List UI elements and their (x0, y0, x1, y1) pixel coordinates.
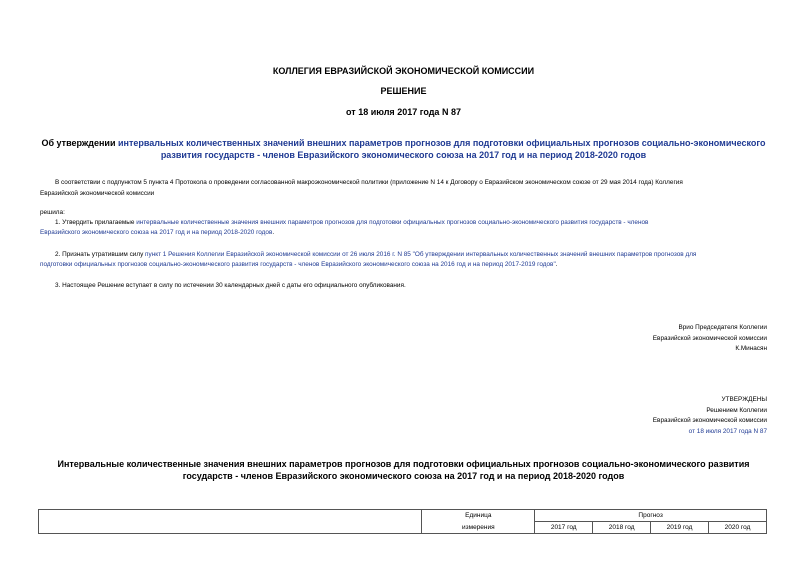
document-title (0, 137, 807, 161)
item-1-link-part-2[interactable]: Евразийского экономического союза на 2017 год и на период 2018-2020 годов (40, 229, 273, 236)
table-header-year: 2017 год (535, 522, 593, 534)
item-1-line-1 (55, 219, 767, 226)
title-prefix: Об утверждении (41, 138, 118, 148)
signature-line-1: Врио Председателя Коллегии (678, 324, 767, 331)
item-1-line-2 (40, 229, 274, 236)
approval-line-2: Решением Коллегии (706, 406, 767, 414)
item-1-link-part-1[interactable]: интервальные количественные значения внешних параметров прогнозов для подготовки официальных прогнозов социально-экономического развития государств - членов (136, 219, 649, 226)
table-header-unit-top: Единица (422, 510, 535, 522)
doc-date: от 18 июля 2017 года N 87 (346, 107, 461, 117)
annex-title (0, 458, 807, 482)
title-link-part-2[interactable]: развития государств - членов Евразийского экономического союза на 2017 год и на период 2018-2020 годов (160, 150, 647, 160)
item-2-link-part-2[interactable]: подготовки официальных прогнозов социально-экономического развития государств - членов Евразийского экономического союза на 2016 год и на период 2017-2019 годов" (40, 261, 556, 268)
item-2-line-1 (55, 251, 696, 258)
approval-line-1: УТВЕРЖДЕНЫ (721, 396, 767, 403)
preamble-line-1: В соответствии с подпунктом 5 пункта 4 Протокола о проведении согласованной макроэкономической политики (приложение N 14 к Договору о Евразийском экономическом союзе от 29 мая 2014 года) Коллегия (55, 179, 683, 186)
title-link-part-1[interactable]: интервальных количественных значений внешних параметров прогнозов для подготовки официальных прогнозов социально-экономического (117, 138, 766, 148)
org-name: КОЛЛЕГИЯ ЕВРАЗИЙСКОЙ ЭКОНОМИЧЕСКОЙ КОМИССИИ (272, 66, 535, 76)
item-2-line-2 (40, 261, 558, 268)
doc-type: РЕШЕНИЕ (380, 86, 427, 96)
signature-name: К.Минасян (735, 345, 767, 352)
table-header-year: 2019 год (651, 522, 709, 534)
preamble-line-2: Евразийской экономической комиссии (40, 190, 155, 197)
signature-line-2: Евразийской экономической комиссии (652, 334, 767, 342)
table-header-year: 2020 год (709, 522, 767, 534)
table-header-indicator (39, 510, 422, 534)
signature-block (653, 323, 767, 355)
item-3: 3. Настоящее Решение вступает в силу по истечении 30 календарных дней с даты его официального опубликования. (55, 282, 406, 289)
annex-title-line-1: Интервальные количественные значения внешних параметров прогнозов для подготовки официальных прогнозов социально-экономического развития (57, 459, 750, 469)
approval-block (653, 395, 767, 437)
table-header-row-1 (39, 510, 767, 522)
approval-date-link[interactable]: от 18 июля 2017 года N 87 (688, 427, 767, 435)
table-header-forecast: Прогноз (535, 510, 767, 522)
approval-line-3: Евразийской экономической комиссии (652, 417, 767, 424)
item-1-end: . (272, 229, 275, 236)
item-2-end: . (555, 261, 558, 268)
item-2-text: 2. Признать утратившим силу (55, 251, 146, 258)
item-1-text: 1. Утвердить прилагаемые (55, 219, 137, 226)
item-2-link-part-1[interactable]: пункт 1 Решения Коллегии Евразийской экономической комиссии от 26 июля 2016 г. N 85 "Об утверждении интервальных количественных значений внешних параметров прогнозов для (145, 251, 697, 258)
table-header-unit-bottom: измерения (422, 522, 535, 534)
annex-title-line-2: государств - членов Евразийского экономического союза на 2017 год и на период 2018-2020 годов (182, 471, 625, 481)
table-header-year: 2018 год (593, 522, 651, 534)
decided-label: решила: (40, 209, 65, 216)
forecast-table (38, 509, 767, 534)
title-line-1 (0, 137, 807, 149)
